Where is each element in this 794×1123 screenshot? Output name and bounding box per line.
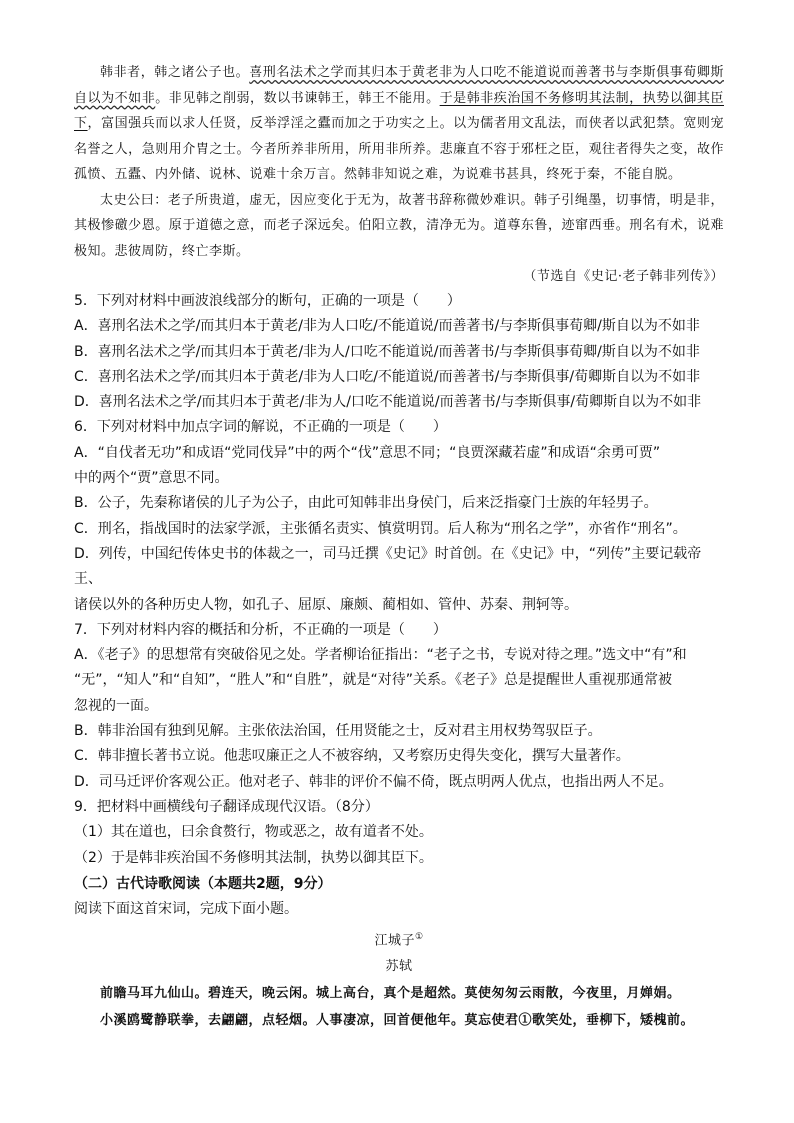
sub-question-1: （1）其在道也，曰余食赘行，物或恶之，故有道者不处。 [74,824,433,841]
option-b: B．公子，先秦称诸侯的儿子为公子，由此可知韩非出身侯门，后来泛指豪门士族的年轻男子。 [74,495,658,512]
question-stem: 9．把材料中画横线句子翻译成现代汉语。（8分） [74,798,379,815]
option-a-continued: 中的两个“贾”意思不同。 [74,470,229,487]
option-c: C．喜刑名法术之学/而其归本于黄老/非为人口吃/不能道说/而善著书/与李斯俱事/荀卿斯自以为不如非 [74,368,701,385]
question-7 [74,618,724,795]
poem-line: 前瞻马耳九仙山。碧连天，晚云闲。城上高台，真个是超然。莫使匆匆云雨散，今夜里，月婵娟。 [100,986,681,1002]
option-a: A．喜刑名法术之学/而其归本于黄老/非为人口吃/不能道说/而善著书/与李斯俱事荀卿/斯自以为不如非 [74,318,700,335]
wavy-underline-sentence: 喜刑名法术之学而其归本于黄老非为人口吃不能道说而善著书与李斯俱事荀卿斯自以为不如非 [74,65,724,106]
passage-paragraph-1 [74,60,724,188]
passage-text: 韩非者，韩之诸公子也。 [100,65,250,80]
question-stem: 6．下列对材料中加点字词的解说，不正确的一项是（ ） [74,419,447,436]
option-a-continued: “无”，“知人”和“自知”，“胜人”和“自胜”，就是“对待”关系。《老子》总是提醒世人重视那通常被 [74,672,673,689]
poem-line: 小溪鸥鹭静联拳，去翩翩，点轻烟。人事凄凉，回首便他年。莫忘使君①歌笑处，垂柳下，矮槐前。 [100,1013,695,1029]
passage-text: ，富国强兵而以求人任贤，反举浮淫之蠹而加之于功实之上。以为儒者用文乱法，而侠者以武犯禁。宽则宠名誉之人，急则用介胄之士。今者所养非所用，所用非所养。悲廉直不容于邪枉之臣，观往者得失之变，故作孤愤、五蠹、内外储、说林、说难十余万言。然韩非知说之难，为说难书甚具，终死于秦，不能自脱。 [74,116,724,182]
passage-source: （节选自《史记·老子韩非列传》） [523,269,724,284]
option-b: B．喜刑名法术之学/而其归本于黄老/非为人/口吃不能道说/而善著书/与李斯俱事荀卿/斯自以为不如非 [74,343,700,360]
option-a-continued: 忽视的一面。 [74,697,158,714]
classical-passage [74,60,724,289]
option-d: D．喜刑名法术之学/而其归本于黄老/非为人/口吃不能道说/而善著书/与李斯俱事/荀卿斯自以为不如非 [74,394,702,411]
option-d: D．司马迁评价客观公正。他对老子、韩非的评价不偏不倚，既点明两人优点，也指出两人不足。 [74,773,673,790]
sub-question-2: （2）于是韩非疾治国不务修明其法制，执势以御其臣下。 [74,849,433,866]
poem-body [74,980,724,1034]
question-6 [74,415,724,617]
question-9 [74,795,724,871]
footnote-mark: ① [414,932,424,943]
document-page [74,60,724,1034]
option-d: D．列传，中国纪传体史书的体裁之一，司马迁撰《史记》时首创。在《史记》中，“列传”主要记载帝王、 [74,545,702,588]
question-stem: 7．下列对材料内容的概括和分析，不正确的一项是（ ） [74,621,447,638]
question-stem: 5．下列对材料中画波浪线部分的断句，正确的一项是（ ） [74,293,461,309]
option-c: C．韩非擅长著书立说。他悲叹廉正之人不被容纳，又考察历史得失变化，撰写大量著作。 [74,748,630,765]
poem-title-text: 江城子 [374,933,415,949]
option-a: A．《老子》的思想常有突破俗见之处。学者柳诒征指出：“老子之书，专说对待之理。”选文中“有”和 [74,647,687,664]
option-b: B．韩非治国有独到见解。主张依法治国，任用贤能之士，反对君主用权势驾驭臣子。 [74,723,602,740]
straight-underline-sentence: 于是韩非疾治国不务修明其法制，执势以御其臣下 [74,90,724,131]
passage-paragraph-2: 太史公曰：老子所贵道，虚无，因应变化于无为，故著书辞称微妙难识。韩子引绳墨，切事情，明是非，其极惨礉少恩。原于道德之意，而老子深远矣。伯阳立教，清净无为。道尊东鲁，迹窜西垂。刑名有术，说难极知。悲彼周防，终亡李斯。 [74,192,724,259]
poem-title [74,924,724,954]
question-5 [74,289,724,415]
section-instruction: 阅读下面这首宋词，完成下面小题。 [74,900,298,917]
option-a: A．“自伐者无功”和成语“党同伐异”中的两个“伐”意思不同；“良贾深藏若虚”和成语“余勇可贾” [74,444,661,461]
option-c: C．刑名，指战国时的法家学派，主张循名责实、慎赏明罚。后人称为“刑名之学”，亦省作“刑名”。 [74,520,687,537]
section-heading: （二）古代诗歌阅读（本题共2题，9分） [74,875,332,892]
option-d-continued: 诸侯以外的各种历史人物，如孔子、屈原、廉颇、蔺相如、管仲、苏秦、荆轲等。 [74,596,578,613]
poem-author: 苏轼 [385,959,413,975]
passage-text: 。非见韩之削弱，数以书谏韩王，韩王不能用。 [155,90,440,106]
poetry-section [74,871,724,1035]
